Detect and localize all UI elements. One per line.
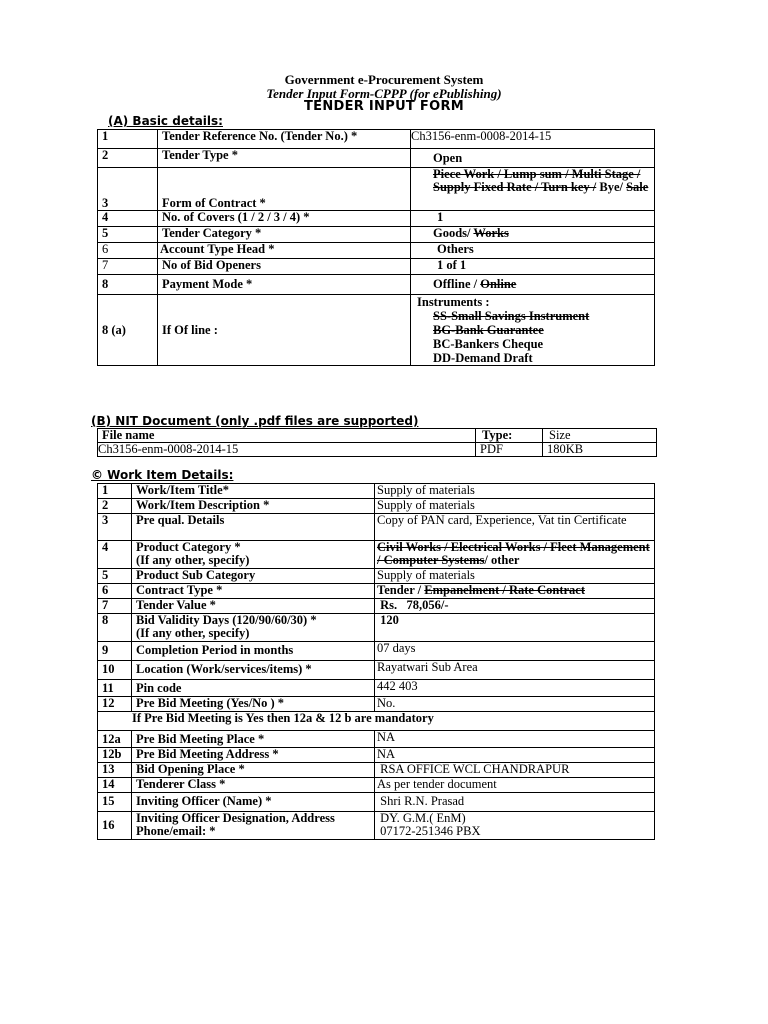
row-number: 6 <box>98 584 132 599</box>
row-label: Inviting Officer Designation, Address Phone/email: * <box>132 812 375 840</box>
row-label: Form of Contract * <box>158 168 411 211</box>
row-label: Bid Opening Place * <box>132 763 375 778</box>
row-number: 5 <box>98 569 132 584</box>
row-label: No of Bid Openers <box>158 259 411 275</box>
row-number: 4 <box>98 211 158 227</box>
row-label: Tender Value * <box>132 599 375 614</box>
row-label: If Of line : <box>158 295 411 366</box>
row-label: Location (Work/services/items) * <box>132 661 375 680</box>
covers-value: 1 <box>411 211 655 227</box>
table-row <box>98 812 655 840</box>
row-value: NA <box>375 748 655 763</box>
table-row <box>98 614 655 642</box>
row-number: 2 <box>98 149 158 168</box>
pre-bid-note: If Pre Bid Meeting is Yes then 12a & 12 b are mandatory <box>98 712 655 731</box>
row-value: 120 <box>375 614 655 642</box>
nit-document-table <box>97 428 657 457</box>
header-file-name: File name <box>98 429 476 443</box>
row-value: Supply of materials <box>375 499 655 514</box>
section-c-title: © Work Item Details: <box>91 468 234 482</box>
payment-mode-value: Offline / Online <box>411 275 655 295</box>
row-label: Product Sub Category <box>132 569 375 584</box>
table-row <box>98 443 657 457</box>
table-row <box>98 243 655 259</box>
row-value: RSA OFFICE WCL CHANDRAPUR <box>375 763 655 778</box>
row-label: Pin code <box>132 680 375 697</box>
table-row <box>98 275 655 295</box>
table-row <box>98 599 655 614</box>
instrument-ss: SS-Small Savings Instrument <box>433 309 590 323</box>
instrument-bg: BG-Bank Guarantee <box>433 323 544 337</box>
table-row <box>98 680 655 697</box>
row-number: 7 <box>98 599 132 614</box>
row-number: 1 <box>98 130 158 149</box>
header-line-1: Government e-Procurement System <box>284 72 484 87</box>
row-number: 4 <box>98 541 132 569</box>
tender-reference-value: Ch3156-enm-0008-2014-15 <box>411 130 655 149</box>
table-row <box>98 168 655 211</box>
table-row <box>98 429 657 443</box>
header-line-2: Tender Input Form-CPPP (for ePublishing) <box>266 86 502 101</box>
row-number: 6 <box>98 243 158 259</box>
table-row <box>98 731 655 748</box>
row-number: 15 <box>98 793 132 812</box>
row-value: Civil Works / Electrical Works / Fleet Management / Computer Systems/ other <box>375 541 655 569</box>
file-type-value: PDF <box>476 443 543 457</box>
header-type: Type: <box>476 429 543 443</box>
row-number: 3 <box>98 514 132 541</box>
row-value: Copy of PAN card, Experience, Vat tin Certificate <box>375 514 655 541</box>
table-row <box>98 712 655 731</box>
row-number: 5 <box>98 227 158 243</box>
row-label: Tender Category * <box>158 227 411 243</box>
row-value: 442 403 <box>375 680 655 697</box>
row-number: 3 <box>98 168 158 211</box>
table-row <box>98 763 655 778</box>
table-row <box>98 514 655 541</box>
header-size: Size <box>543 429 657 443</box>
row-label: Inviting Officer (Name) * <box>132 793 375 812</box>
row-number: 12b <box>98 748 132 763</box>
row-value: DY. G.M.( EnM) 07172-251346 PBX <box>375 812 655 840</box>
row-value: Rs. 78,056/- <box>375 599 655 614</box>
bid-openers-value: 1 of 1 <box>411 259 655 275</box>
row-label: Payment Mode * <box>158 275 411 295</box>
form-title: TENDER INPUT FORM <box>303 99 464 114</box>
table-row <box>98 259 655 275</box>
row-label: Tenderer Class * <box>132 778 375 793</box>
table-row <box>98 748 655 763</box>
table-row <box>98 484 655 499</box>
row-number: 12a <box>98 731 132 748</box>
row-label: Pre qual. Details <box>132 514 375 541</box>
row-number: 1 <box>98 484 132 499</box>
row-label: Tender Type * <box>158 149 411 168</box>
row-label: Work/Item Description * <box>132 499 375 514</box>
table-row <box>98 295 655 366</box>
row-label: Pre Bid Meeting Place * <box>132 731 375 748</box>
row-number: 8 <box>98 275 158 295</box>
row-number: 14 <box>98 778 132 793</box>
table-row <box>98 149 655 168</box>
table-row <box>98 642 655 661</box>
file-size-value: 180KB <box>543 443 657 457</box>
table-row <box>98 569 655 584</box>
row-number: 8 (a) <box>98 295 158 366</box>
row-label: Pre Bid Meeting Address * <box>132 748 375 763</box>
row-value: As per tender document <box>375 778 655 793</box>
row-label: Pre Bid Meeting (Yes/No ) * <box>132 697 375 712</box>
row-label: Bid Validity Days (120/90/60/30) * (If any other, specify) <box>132 614 375 642</box>
tender-category-value: Goods/ Works <box>411 227 655 243</box>
row-number: 13 <box>98 763 132 778</box>
table-row <box>98 130 655 149</box>
account-type-value: Others <box>411 243 655 259</box>
row-number: 12 <box>98 697 132 712</box>
table-row <box>98 661 655 680</box>
form-of-contract-value: Piece Work / Lump sum / Multi Stage / Supply Fixed Rate / Turn key / Bye/ Sale <box>411 168 655 211</box>
file-name-value: Ch3156-enm-0008-2014-15 <box>98 443 476 457</box>
row-value: 07 days <box>375 642 655 661</box>
row-value: NA <box>375 731 655 748</box>
row-number: 11 <box>98 680 132 697</box>
instrument-dd: DD-Demand Draft <box>433 351 533 365</box>
row-value: Supply of materials <box>375 569 655 584</box>
row-value: No. <box>375 697 655 712</box>
section-a-title: (A) Basic details: <box>108 114 223 128</box>
basic-details-table <box>97 129 655 366</box>
row-number: 16 <box>98 812 132 840</box>
row-number: 9 <box>98 642 132 661</box>
row-label: Work/Item Title* <box>132 484 375 499</box>
work-item-table <box>97 483 655 840</box>
row-value: Tender / Empanelment / Rate Contract <box>375 584 655 599</box>
table-row <box>98 697 655 712</box>
row-value: Supply of materials <box>375 484 655 499</box>
row-value: Shri R.N. Prasad <box>375 793 655 812</box>
row-label: Contract Type * <box>132 584 375 599</box>
tender-type-value: Open <box>411 149 655 168</box>
section-b-title: (B) NIT Document (only .pdf files are supported) <box>91 414 419 428</box>
row-label: No. of Covers (1 / 2 / 3 / 4) * <box>158 211 411 227</box>
row-number: 2 <box>98 499 132 514</box>
table-row <box>98 584 655 599</box>
row-label: Account Type Head * <box>158 243 411 259</box>
instrument-bc: BC-Bankers Cheque <box>433 337 544 351</box>
row-label: Completion Period in months <box>132 642 375 661</box>
row-number: 7 <box>98 259 158 275</box>
offline-instruments-value <box>411 295 655 366</box>
instruments-label: Instruments : <box>417 295 490 309</box>
table-row <box>98 778 655 793</box>
table-row <box>98 499 655 514</box>
row-number: 8 <box>98 614 132 642</box>
row-value: Rayatwari Sub Area <box>375 661 655 680</box>
row-label: Product Category * (If any other, specify) <box>132 541 375 569</box>
row-number: 10 <box>98 661 132 680</box>
table-row <box>98 211 655 227</box>
table-row <box>98 793 655 812</box>
table-row <box>98 227 655 243</box>
table-row <box>98 541 655 569</box>
row-label: Tender Reference No. (Tender No.) * <box>158 130 411 149</box>
